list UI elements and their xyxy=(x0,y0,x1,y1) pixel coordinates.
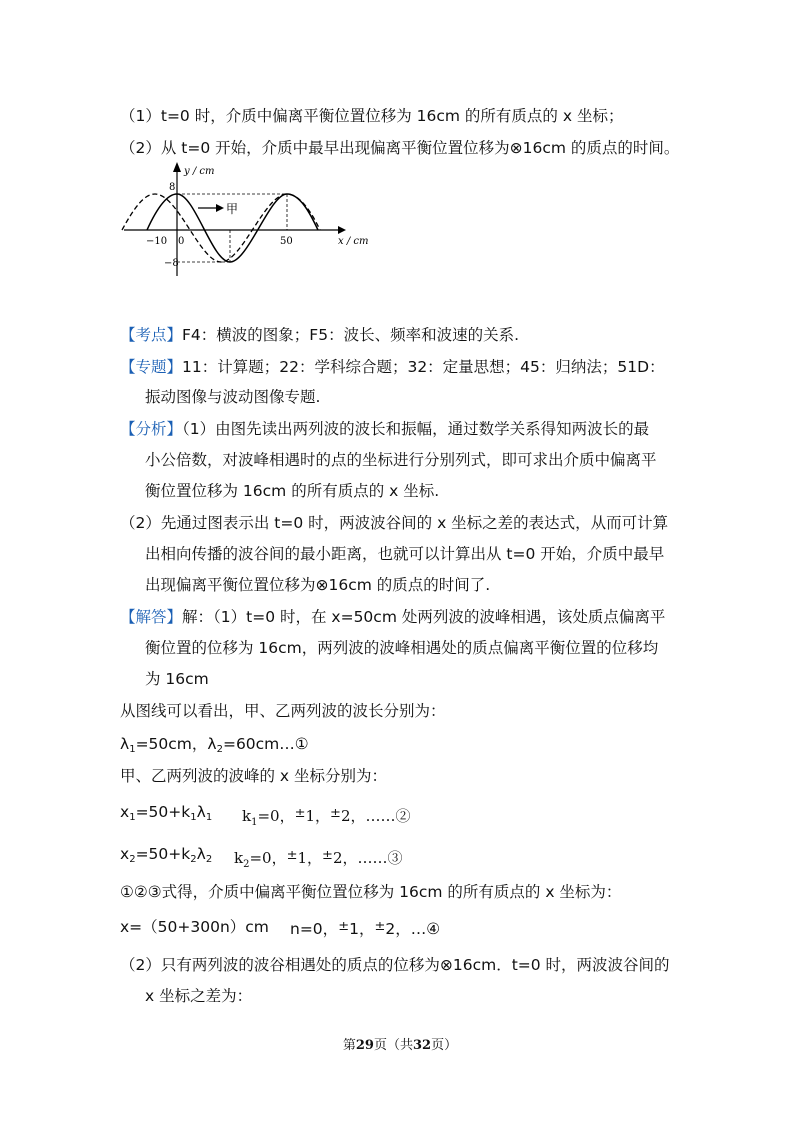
footer-pre: 第 xyxy=(342,1038,356,1053)
fenxi-l3: 衡位置位移为 16cm 的所有质点的 x 坐标. xyxy=(145,482,440,500)
equation-2 xyxy=(120,843,212,871)
propagation-arrowhead xyxy=(216,204,224,212)
eq2-n2: 2， xyxy=(332,849,358,867)
eq2-dots: … xyxy=(357,849,373,867)
wave-label: 甲 xyxy=(226,202,239,216)
plus-minus-icon: ± xyxy=(322,848,333,863)
eq3-n1: 1， xyxy=(349,920,375,938)
zhuanti-text2: 振动图像与波动图像专题. xyxy=(145,388,321,406)
eq1-lambda: λ xyxy=(196,803,206,821)
zhuanti-line xyxy=(120,356,665,378)
question-2: （2）从 t=0 开始，介质中最早出现偏离平衡位置位移为⊗16cm 的质点的时间。 xyxy=(120,139,680,157)
eq1-sub: 1 xyxy=(129,812,136,823)
jieda-tag: 【解答】 xyxy=(120,608,183,626)
eq1-n2: 2， xyxy=(340,807,366,825)
eq2-ksub: 2 xyxy=(190,854,197,865)
lambda-symbol: λ xyxy=(120,735,130,753)
wavelength-text: =50cm，λ xyxy=(135,735,217,753)
plus-minus-icon: ± xyxy=(294,806,306,821)
eq2-k-rest: =0， xyxy=(249,849,287,867)
eq1-lsub: 1 xyxy=(205,812,213,823)
jieda-l3: 为 16cm xyxy=(145,670,209,688)
eq1-n1: 1， xyxy=(305,807,331,825)
wave-figure xyxy=(120,158,369,278)
eq1-ksub: 1 xyxy=(190,812,197,823)
equation-3-n-values xyxy=(290,916,440,940)
kaodian-line xyxy=(120,324,519,346)
equation-2-k-values xyxy=(234,845,403,876)
fenxi-l2: 小公倍数，对波峰相遇时的点的坐标进行分别列式，即可求出介质中偏离平 xyxy=(145,451,657,469)
fenxi-tag: 【分析】 xyxy=(120,420,183,438)
equation-3: x=（50+300n）cm xyxy=(120,918,269,936)
plus-minus-icon: ± xyxy=(286,848,298,863)
eq1-k-rest: =0， xyxy=(257,807,295,825)
eq2-x: x xyxy=(120,845,130,863)
plus-minus-icon: ± xyxy=(330,806,341,821)
eq2-lambda: λ xyxy=(196,845,206,863)
wave-dashed xyxy=(122,194,320,262)
footer-mid: 页（共 xyxy=(373,1038,413,1053)
tick-neg10: −10 xyxy=(146,236,168,247)
eq2-k: k xyxy=(234,849,244,867)
x-axis-arrow xyxy=(338,226,346,234)
plus-minus-icon: ± xyxy=(338,919,350,934)
wavelength-text-end: =60cm…① xyxy=(222,735,309,753)
equation-1 xyxy=(120,801,212,829)
jieda-l9: x 坐标之差为： xyxy=(145,987,253,1005)
fenxi-l6: 出现偏离平衡位置位移为⊗16cm 的质点的时间了. xyxy=(145,576,491,594)
jieda-l6: 甲、乙两列波的波峰的 x 坐标分别为： xyxy=(120,767,388,785)
fenxi-l1: （1）由图先读出两列波的波长和振幅，通过数学关系得知两波长的最 xyxy=(182,420,650,438)
page-number: 29 xyxy=(355,1038,374,1053)
eq2-end: …③ xyxy=(372,849,403,867)
kaodian-tag: 【考点】 xyxy=(120,326,183,344)
x-axis-label: x / cm xyxy=(338,236,369,247)
eq1-k: k xyxy=(242,807,252,825)
eq1-x: x xyxy=(120,803,130,821)
eq2-lsub: 2 xyxy=(205,854,213,865)
question-1: （1）t=0 时，介质中偏离平衡位置位移为 16cm 的所有质点的 x 坐标； xyxy=(120,107,624,125)
subscript-2: 2 xyxy=(216,744,223,755)
eq1-end: …② xyxy=(380,807,411,825)
eq1-mid: =50+k xyxy=(135,803,191,821)
jieda-l2: 衡位置的位移为 16cm，两列波的波峰相遇处的质点偏离平衡位置的位移均 xyxy=(145,639,659,657)
eq1-dots: … xyxy=(365,807,381,825)
jieda-l7: ①②③式得，介质中偏离平衡位置位移为 16cm 的所有质点的 x 坐标为： xyxy=(120,883,622,901)
eq2-sub: 2 xyxy=(129,854,136,865)
subscript-1: 1 xyxy=(129,744,136,755)
wavelength-line xyxy=(120,733,309,761)
page-footer xyxy=(0,1034,800,1053)
equation-1-k-values xyxy=(242,803,411,834)
fenxi-l4: （2）先通过图表示出 t=0 时，两波波谷间的 x 坐标之差的表达式，从而可计算 xyxy=(120,514,669,532)
tick-8: 8 xyxy=(169,182,176,193)
tick-50: 50 xyxy=(280,236,293,247)
jieda-l4: 从图线可以看出，甲、乙两列波的波长分别为： xyxy=(120,702,446,720)
eq2-mid: =50+k xyxy=(135,845,191,863)
tick-0: 0 xyxy=(178,236,185,247)
eq2-n1: 1， xyxy=(297,849,323,867)
y-axis-arrow xyxy=(173,162,181,172)
plus-minus-icon: ± xyxy=(374,919,386,934)
zhuanti-text1: 11：计算题；22：学科综合题；32：定量思想；45：归纳法；51D： xyxy=(182,358,665,376)
jieda-l1: 解：（1）t=0 时，在 x=50cm 处两列波的波峰相遇，该处质点偏离平 xyxy=(182,608,666,626)
eq3-end: …④ xyxy=(410,920,441,938)
footer-post: 页） xyxy=(431,1038,458,1053)
eq3-n2: 2， xyxy=(385,920,411,938)
eq3-n: n=0， xyxy=(290,920,339,938)
jieda-line1 xyxy=(120,606,665,628)
tick-neg8: −8 xyxy=(164,258,179,269)
fenxi-line1 xyxy=(120,418,649,440)
eq1-k-sub: 1 xyxy=(251,817,258,828)
kaodian-text: F4：横波的图象；F5：波长、频率和波速的关系. xyxy=(182,326,519,344)
page-total: 32 xyxy=(413,1038,432,1053)
y-axis-label: y / cm xyxy=(184,166,215,177)
fenxi-l5: 出相向传播的波谷间的最小距离，也就可以计算出从 t=0 开始，介质中最早 xyxy=(145,545,665,563)
jieda-l8: （2）只有两列波的波谷相遇处的质点的位移为⊗16cm．t=0 时，两波波谷间的 xyxy=(120,956,670,974)
zhuanti-tag: 【专题】 xyxy=(120,358,183,376)
eq2-k-sub: 2 xyxy=(243,859,250,870)
